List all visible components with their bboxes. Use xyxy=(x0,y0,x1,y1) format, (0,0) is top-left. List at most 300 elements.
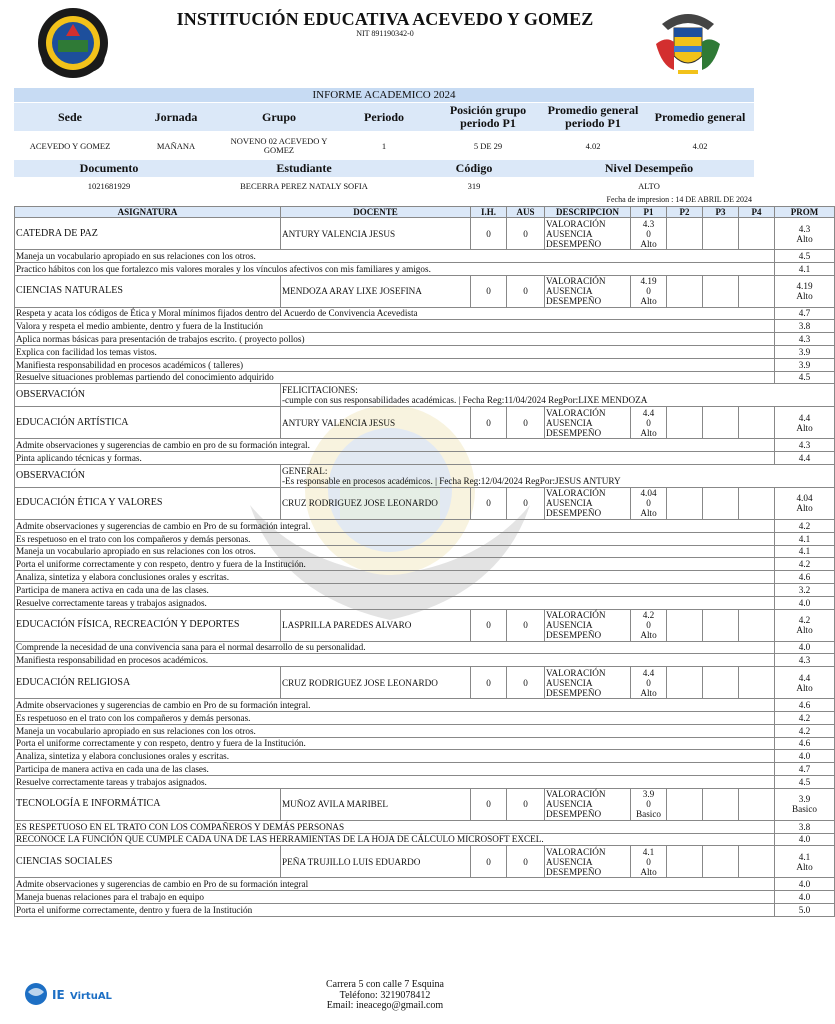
p1-value: 0 xyxy=(646,498,651,509)
subject-p4 xyxy=(739,275,775,307)
p1-value: 0 xyxy=(646,417,651,428)
description-line: DESEMPEÑO xyxy=(546,238,602,249)
indicator-row xyxy=(15,654,835,667)
indicator-text: Maneja un vocabulario apropiado en sus relaciones con los otros. xyxy=(15,250,775,263)
indicator-text: Valora y respeta el medio ambiente, dentro y fuera de la Institución xyxy=(15,320,775,333)
indicator-score: 4.5 xyxy=(775,371,835,384)
indicator-text: Participa de manera activa en cada una de las clases. xyxy=(15,583,775,596)
subject-row xyxy=(15,667,835,699)
column-header: DOCENTE xyxy=(281,207,471,218)
indicator-score: 4.7 xyxy=(775,763,835,776)
subject-row xyxy=(15,788,835,820)
student-header-nivel: Nivel Desempeño xyxy=(604,161,694,175)
subject-ih: 0 xyxy=(471,407,507,439)
table-header-row xyxy=(15,207,835,218)
indicator-row xyxy=(15,358,835,371)
indicator-score: 4.5 xyxy=(775,775,835,788)
school-emblem-logo xyxy=(36,6,110,80)
description-line: DESEMPEÑO xyxy=(546,427,602,438)
subject-p2 xyxy=(667,218,703,250)
column-header: P2 xyxy=(667,207,703,218)
subject-description xyxy=(545,788,631,820)
p1-value: 3.9 xyxy=(642,789,655,800)
prom-value: Alto xyxy=(796,422,813,433)
student-header-codigo: Código xyxy=(455,161,493,175)
indicator-text: Participa de manera activa en cada una de las clases. xyxy=(15,763,775,776)
subject-aus: 0 xyxy=(507,275,545,307)
indicator-score: 3.9 xyxy=(775,345,835,358)
subject-description xyxy=(545,609,631,641)
subject-ih: 0 xyxy=(471,667,507,699)
student-name: BECERRA PEREZ NATALY SOFIA xyxy=(240,181,368,191)
indicator-text: Admite observaciones y sugerencias de cambio en pro de su formación integral. xyxy=(15,439,775,452)
indicator-score: 4.0 xyxy=(775,878,835,891)
subject-row xyxy=(15,407,835,439)
indicator-text: Practico hábitos con los que fortalezco mis valores morales y los vínculos afectivos con mis familiares y amigos. xyxy=(15,262,775,275)
subject-name: CATEDRA DE PAZ xyxy=(15,218,281,250)
summary-header-row xyxy=(14,103,754,131)
subject-p4 xyxy=(739,667,775,699)
subject-teacher: PEÑA TRUJILLO LUIS EDUARDO xyxy=(281,846,471,878)
indicator-text: Pinta aplicando técnicas y formas. xyxy=(15,452,775,465)
p1-value: 0 xyxy=(646,286,651,297)
p1-value: Alto xyxy=(640,427,657,438)
subject-p3 xyxy=(703,218,739,250)
p1-value: Alto xyxy=(640,687,657,698)
student-header-row xyxy=(14,160,754,177)
student-header-documento: Documento xyxy=(79,161,139,175)
description-line: DESEMPEÑO xyxy=(546,809,602,820)
indicator-text: Porta el uniforme correctamente, dentro y fuera de la Institución xyxy=(15,903,775,916)
indicator-row xyxy=(15,345,835,358)
indicator-score: 4.0 xyxy=(775,596,835,609)
subject-description xyxy=(545,846,631,878)
subject-ih: 0 xyxy=(471,846,507,878)
column-header: PROM xyxy=(775,207,835,218)
observation-line: -Es responsable en procesos académicos. | Fecha Reg:12/04/2024 RegPor:JESUS ANTURY xyxy=(282,475,621,486)
prom-value: 4.1 xyxy=(798,851,811,862)
column-header: I.H. xyxy=(471,207,507,218)
print-date: Fecha de impresion : 14 DE ABRIL DE 2024 xyxy=(606,195,752,204)
subject-name: TECNOLOGÍA E INFORMÁTICA xyxy=(15,788,281,820)
indicator-row xyxy=(15,452,835,465)
indicator-score: 4.3 xyxy=(775,654,835,667)
brand-text: VirtuAL xyxy=(70,991,112,1002)
observation-line: -cumple con sus responsabilidades académicas. | Fecha Reg:11/04/2024 RegPor:LIXE MENDOZA xyxy=(282,395,648,406)
p1-value: Alto xyxy=(640,508,657,519)
student-codigo: 319 xyxy=(467,181,481,191)
description-line: AUSENCIA xyxy=(546,286,593,297)
subject-name: EDUCACIÓN ÉTICA Y VALORES xyxy=(15,487,281,519)
report-title-band: INFORME ACADEMICO 2024 xyxy=(14,88,754,102)
subject-row xyxy=(15,218,835,250)
indicator-row xyxy=(15,371,835,384)
subject-aus: 0 xyxy=(507,788,545,820)
subject-name: EDUCACIÓN RELIGIOSA xyxy=(15,667,281,699)
subject-teacher: MENDOZA ARAY LIXE JOSEFINA xyxy=(281,275,471,307)
subject-ih: 0 xyxy=(471,609,507,641)
description-line: VALORACIÓN xyxy=(546,610,606,621)
subject-ih: 0 xyxy=(471,788,507,820)
observation-line: GENERAL: xyxy=(282,465,328,476)
observation-label-text: OBSERVACIÓN xyxy=(16,469,86,481)
column-header: P4 xyxy=(739,207,775,218)
subject-p3 xyxy=(703,275,739,307)
subject-p1 xyxy=(631,218,667,250)
indicator-text: Analiza, sintetiza y elabora conclusiones orales y escritas. xyxy=(15,571,775,584)
indicator-score: 4.1 xyxy=(775,532,835,545)
indicator-text: Maneja buenas relaciones para el trabajo en equipo xyxy=(15,891,775,904)
indicator-score: 4.7 xyxy=(775,307,835,320)
p1-value: 4.2 xyxy=(642,610,655,621)
indicator-row xyxy=(15,711,835,724)
indicator-score: 4.4 xyxy=(775,452,835,465)
column-header: ASIGNATURA xyxy=(15,207,281,218)
indicator-row xyxy=(15,699,835,712)
description-line: VALORACIÓN xyxy=(546,407,606,418)
subject-teacher: ANTURY VALENCIA JESUS xyxy=(281,218,471,250)
subject-name: EDUCACIÓN ARTÍSTICA xyxy=(15,407,281,439)
indicator-row xyxy=(15,532,835,545)
footer-contact xyxy=(250,980,520,1012)
footer-address: Carrera 5 con calle 7 Esquina xyxy=(325,979,444,990)
column-header: DESCRIPCION xyxy=(545,207,631,218)
subject-description xyxy=(545,667,631,699)
subject-row xyxy=(15,275,835,307)
indicator-text: Admite observaciones y sugerencias de cambio en Pro de su formación integral. xyxy=(15,699,775,712)
indicator-text: Manifiesta responsabilidad en procesos académicos. xyxy=(15,654,775,667)
indicator-text: Respeta y acata los códigos de Ética y Moral mínimos fijados dentro del Acuerdo de Convivencia Acevedista xyxy=(15,307,775,320)
subject-p1 xyxy=(631,407,667,439)
indicator-score: 4.6 xyxy=(775,737,835,750)
indicator-score: 4.2 xyxy=(775,724,835,737)
subject-description xyxy=(545,407,631,439)
prom-value: 4.2 xyxy=(798,615,811,626)
institution-title: INSTITUCIÓN EDUCATIVA ACEVEDO Y GOMEZ xyxy=(176,9,594,29)
indicator-row xyxy=(15,891,835,904)
prom-value: Alto xyxy=(796,233,813,244)
subject-aus: 0 xyxy=(507,487,545,519)
summary-header-posicion: Posición grupo periodo P1 xyxy=(449,103,527,130)
indicator-score: 3.9 xyxy=(775,358,835,371)
indicator-text: Manifiesta responsabilidad en procesos académicos ( talleres) xyxy=(15,358,775,371)
subject-p4 xyxy=(739,218,775,250)
p1-value: Alto xyxy=(640,866,657,877)
indicator-row xyxy=(15,763,835,776)
p1-value: 4.3 xyxy=(642,218,655,229)
description-line: DESEMPEÑO xyxy=(546,687,602,698)
student-documento: 1021681929 xyxy=(87,181,131,191)
prom-value: Alto xyxy=(796,503,813,514)
observation-row xyxy=(15,384,835,407)
summary-header-periodo: Periodo xyxy=(364,109,404,124)
summary-posicion: 5 DE 29 xyxy=(473,140,503,151)
subject-p2 xyxy=(667,609,703,641)
subject-teacher: MUÑOZ AVILA MARIBEL xyxy=(281,788,471,820)
subject-p2 xyxy=(667,788,703,820)
subject-p3 xyxy=(703,487,739,519)
observation-text xyxy=(281,464,835,487)
subject-prom xyxy=(775,487,835,519)
prom-value: 4.4 xyxy=(798,672,811,683)
indicator-score: 4.1 xyxy=(775,262,835,275)
indicator-row xyxy=(15,596,835,609)
prom-value: 4.19 xyxy=(796,281,813,292)
indicator-score: 4.2 xyxy=(775,558,835,571)
subject-teacher: LASPRILLA PAREDES ALVARO xyxy=(281,609,471,641)
indicator-row xyxy=(15,820,835,833)
indicator-score: 3.8 xyxy=(775,320,835,333)
indicator-row xyxy=(15,878,835,891)
subject-p3 xyxy=(703,407,739,439)
description-line: VALORACIÓN xyxy=(546,846,606,857)
description-line: AUSENCIA xyxy=(546,417,593,428)
indicator-text: Es respetuoso en el trato con los compañeros y demás personas. xyxy=(15,711,775,724)
subject-prom xyxy=(775,218,835,250)
subject-p2 xyxy=(667,487,703,519)
p1-value: 0 xyxy=(646,228,651,239)
summary-values-row xyxy=(14,134,754,158)
indicator-row xyxy=(15,262,835,275)
indicator-row xyxy=(15,583,835,596)
subject-prom xyxy=(775,846,835,878)
indicator-row xyxy=(15,833,835,846)
subject-teacher: ANTURY VALENCIA JESUS xyxy=(281,407,471,439)
indicator-text: Maneja un vocabulario apropiado en sus relaciones con los otros. xyxy=(15,545,775,558)
description-line: VALORACIÓN xyxy=(546,488,606,499)
description-line: DESEMPEÑO xyxy=(546,630,602,641)
prom-value: Alto xyxy=(796,291,813,302)
indicator-row xyxy=(15,519,835,532)
prom-value: Alto xyxy=(796,682,813,693)
description-line: VALORACIÓN xyxy=(546,789,606,800)
indicator-score: 4.5 xyxy=(775,250,835,263)
student-nivel: ALTO xyxy=(638,181,660,191)
indicator-text: RECONOCE LA FUNCIÓN QUE CUMPLE CADA UNA DE LAS HERRAMIENTAS DE LA HOJA DE CÁLCULO MICROSOFT EXCEL. xyxy=(15,833,775,846)
observation-label xyxy=(15,384,281,407)
prom-value: 4.04 xyxy=(796,493,813,504)
observation-label-text: OBSERVACIÓN xyxy=(16,389,86,401)
column-header: P3 xyxy=(703,207,739,218)
description-line: AUSENCIA xyxy=(546,620,593,631)
summary-header-promedio-periodo: Promedio general periodo P1 xyxy=(547,103,639,130)
footer-email: Email: ineacego@gmail.com xyxy=(326,1000,444,1012)
description-line: VALORACIÓN xyxy=(546,667,606,678)
subject-name: CIENCIAS NATURALES xyxy=(15,275,281,307)
indicator-score: 4.6 xyxy=(775,699,835,712)
indicator-text: Es respetuoso en el trato con los compañeros y demás personas. xyxy=(15,532,775,545)
description-line: DESEMPEÑO xyxy=(546,866,602,877)
footer-phone: Teléfono: 3219078412 xyxy=(339,989,431,1001)
p1-value: 4.04 xyxy=(640,488,657,499)
subject-p2 xyxy=(667,846,703,878)
subject-p2 xyxy=(667,667,703,699)
description-line: AUSENCIA xyxy=(546,677,593,688)
prom-value: Alto xyxy=(796,625,813,636)
summary-sede: ACEVEDO Y GOMEZ xyxy=(29,140,111,151)
indicator-text: ES RESPETUOSO EN EL TRATO CON LOS COMPAÑEROS Y DEMÁS PERSONAS xyxy=(15,820,775,833)
indicator-score: 4.3 xyxy=(775,333,835,346)
subject-name: CIENCIAS SOCIALES xyxy=(15,846,281,878)
indicator-row xyxy=(15,558,835,571)
subject-p2 xyxy=(667,275,703,307)
indicator-score: 4.2 xyxy=(775,711,835,724)
subject-aus: 0 xyxy=(507,407,545,439)
summary-promedio-periodo: 4.02 xyxy=(585,140,601,151)
subject-teacher: CRUZ RODRIGUEZ JOSE LEONARDO xyxy=(281,487,471,519)
p1-value: 0 xyxy=(646,620,651,631)
prom-value: 3.9 xyxy=(798,794,811,805)
student-header-estudiante: Estudiante xyxy=(276,161,332,175)
summary-periodo: 1 xyxy=(381,140,387,151)
indicator-text: Admite observaciones y sugerencias de cambio en Pro de su formación integral xyxy=(15,878,775,891)
subject-aus: 0 xyxy=(507,667,545,699)
student-values-row xyxy=(14,179,754,193)
p1-value: 0 xyxy=(646,799,651,810)
description-line: AUSENCIA xyxy=(546,799,593,810)
indicator-row xyxy=(15,571,835,584)
indicator-text: Maneja un vocabulario apropiado en sus relaciones con los otros. xyxy=(15,724,775,737)
colombia-coat-of-arms-logo xyxy=(652,6,724,80)
indicator-score: 3.8 xyxy=(775,820,835,833)
subject-description xyxy=(545,218,631,250)
summary-promedio-general: 4.02 xyxy=(692,140,708,151)
subject-p2 xyxy=(667,407,703,439)
subject-prom xyxy=(775,609,835,641)
subject-p3 xyxy=(703,788,739,820)
indicator-score: 4.3 xyxy=(775,439,835,452)
indicator-row xyxy=(15,439,835,452)
description-line: VALORACIÓN xyxy=(546,276,606,287)
indicator-row xyxy=(15,737,835,750)
summary-header-grupo: Grupo xyxy=(261,109,296,124)
subject-aus: 0 xyxy=(507,218,545,250)
institution-nit: NIT 891190342-0 xyxy=(356,29,414,38)
summary-header-promedio-general: Promedio general xyxy=(654,109,746,124)
column-header: AUS xyxy=(507,207,545,218)
p1-value: 0 xyxy=(646,856,651,867)
p1-value: Alto xyxy=(640,296,657,307)
subject-p1 xyxy=(631,487,667,519)
indicator-score: 4.6 xyxy=(775,571,835,584)
prom-value: Alto xyxy=(796,861,813,872)
subject-p4 xyxy=(739,407,775,439)
subject-row xyxy=(15,609,835,641)
indicator-text: Porta el uniforme correctamente y con respeto, dentro y fuera de la Institución. xyxy=(15,558,775,571)
p1-value: Alto xyxy=(640,630,657,641)
column-header: P1 xyxy=(631,207,667,218)
indicator-text: Resuelve correctamente tareas y trabajos asignados. xyxy=(15,775,775,788)
subject-p3 xyxy=(703,609,739,641)
subject-p1 xyxy=(631,788,667,820)
subject-p4 xyxy=(739,487,775,519)
p1-value: 0 xyxy=(646,677,651,688)
p1-value: 4.1 xyxy=(642,846,655,857)
indicator-score: 4.0 xyxy=(775,641,835,654)
indicator-text: Resuelve situaciones problemas partiendo del conocimiento adquirido xyxy=(15,371,775,384)
indicator-text: Analiza, sintetiza y elabora conclusiones orales y escritas. xyxy=(15,750,775,763)
subject-description xyxy=(545,275,631,307)
indicator-score: 5.0 xyxy=(775,903,835,916)
subject-row xyxy=(15,487,835,519)
observation-row xyxy=(15,464,835,487)
subject-aus: 0 xyxy=(507,846,545,878)
description-line: DESEMPEÑO xyxy=(546,508,602,519)
indicator-row xyxy=(15,333,835,346)
subject-teacher: CRUZ RODRIGUEZ JOSE LEONARDO xyxy=(281,667,471,699)
subject-p4 xyxy=(739,609,775,641)
summary-header-sede: Sede xyxy=(58,109,82,124)
description-line: AUSENCIA xyxy=(546,498,593,509)
description-line: DESEMPEÑO xyxy=(546,296,602,307)
description-line: AUSENCIA xyxy=(546,856,593,867)
subject-p4 xyxy=(739,788,775,820)
subject-p1 xyxy=(631,846,667,878)
subject-p1 xyxy=(631,667,667,699)
ievirtual-brand-logo xyxy=(22,980,112,1008)
indicator-score: 3.2 xyxy=(775,583,835,596)
subject-name: EDUCACIÓN FÍSICA, RECREACIÓN Y DEPORTES xyxy=(15,609,281,641)
p1-value: Basico xyxy=(635,809,661,820)
summary-grupo: NOVENO 02 ACEVEDO Y GOMEZ xyxy=(230,136,328,155)
subject-description xyxy=(545,487,631,519)
description-line: AUSENCIA xyxy=(546,228,593,239)
observation-label xyxy=(15,464,281,487)
subject-p1 xyxy=(631,609,667,641)
indicator-row xyxy=(15,750,835,763)
indicator-score: 4.0 xyxy=(775,833,835,846)
indicator-row xyxy=(15,641,835,654)
indicator-row xyxy=(15,775,835,788)
indicator-text: Admite observaciones y sugerencias de cambio en Pro de su formación integral. xyxy=(15,519,775,532)
subject-ih: 0 xyxy=(471,487,507,519)
indicator-text: Explica con facilidad los temas vistos. xyxy=(15,345,775,358)
indicator-row xyxy=(15,545,835,558)
indicator-text: Comprende la necesidad de una convivencia sana para el normal desarrollo de su personalidad. xyxy=(15,641,775,654)
subject-row xyxy=(15,846,835,878)
observation-line: FELICITACIONES: xyxy=(282,385,358,396)
subject-p1 xyxy=(631,275,667,307)
indicator-row xyxy=(15,724,835,737)
subject-prom xyxy=(775,407,835,439)
prom-value: Basico xyxy=(791,804,817,815)
indicator-score: 4.1 xyxy=(775,545,835,558)
indicator-row xyxy=(15,903,835,916)
subject-p3 xyxy=(703,667,739,699)
summary-header-jornada: Jornada xyxy=(154,109,198,124)
subject-ih: 0 xyxy=(471,218,507,250)
indicator-text: Porta el uniforme correctamente y con respeto, dentro y fuera de la Institución. xyxy=(15,737,775,750)
prom-value: 4.4 xyxy=(798,412,811,423)
indicator-score: 4.0 xyxy=(775,750,835,763)
observation-text xyxy=(281,384,835,407)
description-line: VALORACIÓN xyxy=(546,218,606,229)
p1-value: 4.19 xyxy=(640,276,657,287)
p1-value: 4.4 xyxy=(642,667,655,678)
indicator-text: Resuelve correctamente tareas y trabajos asignados. xyxy=(15,596,775,609)
indicator-score: 4.0 xyxy=(775,891,835,904)
p1-value: Alto xyxy=(640,238,657,249)
p1-value: 4.4 xyxy=(642,407,655,418)
indicator-row xyxy=(15,250,835,263)
indicator-score: 4.2 xyxy=(775,519,835,532)
subject-prom xyxy=(775,667,835,699)
grades-table xyxy=(14,206,835,917)
subject-prom xyxy=(775,275,835,307)
subject-p3 xyxy=(703,846,739,878)
prom-value: 4.3 xyxy=(798,223,811,234)
subject-ih: 0 xyxy=(471,275,507,307)
